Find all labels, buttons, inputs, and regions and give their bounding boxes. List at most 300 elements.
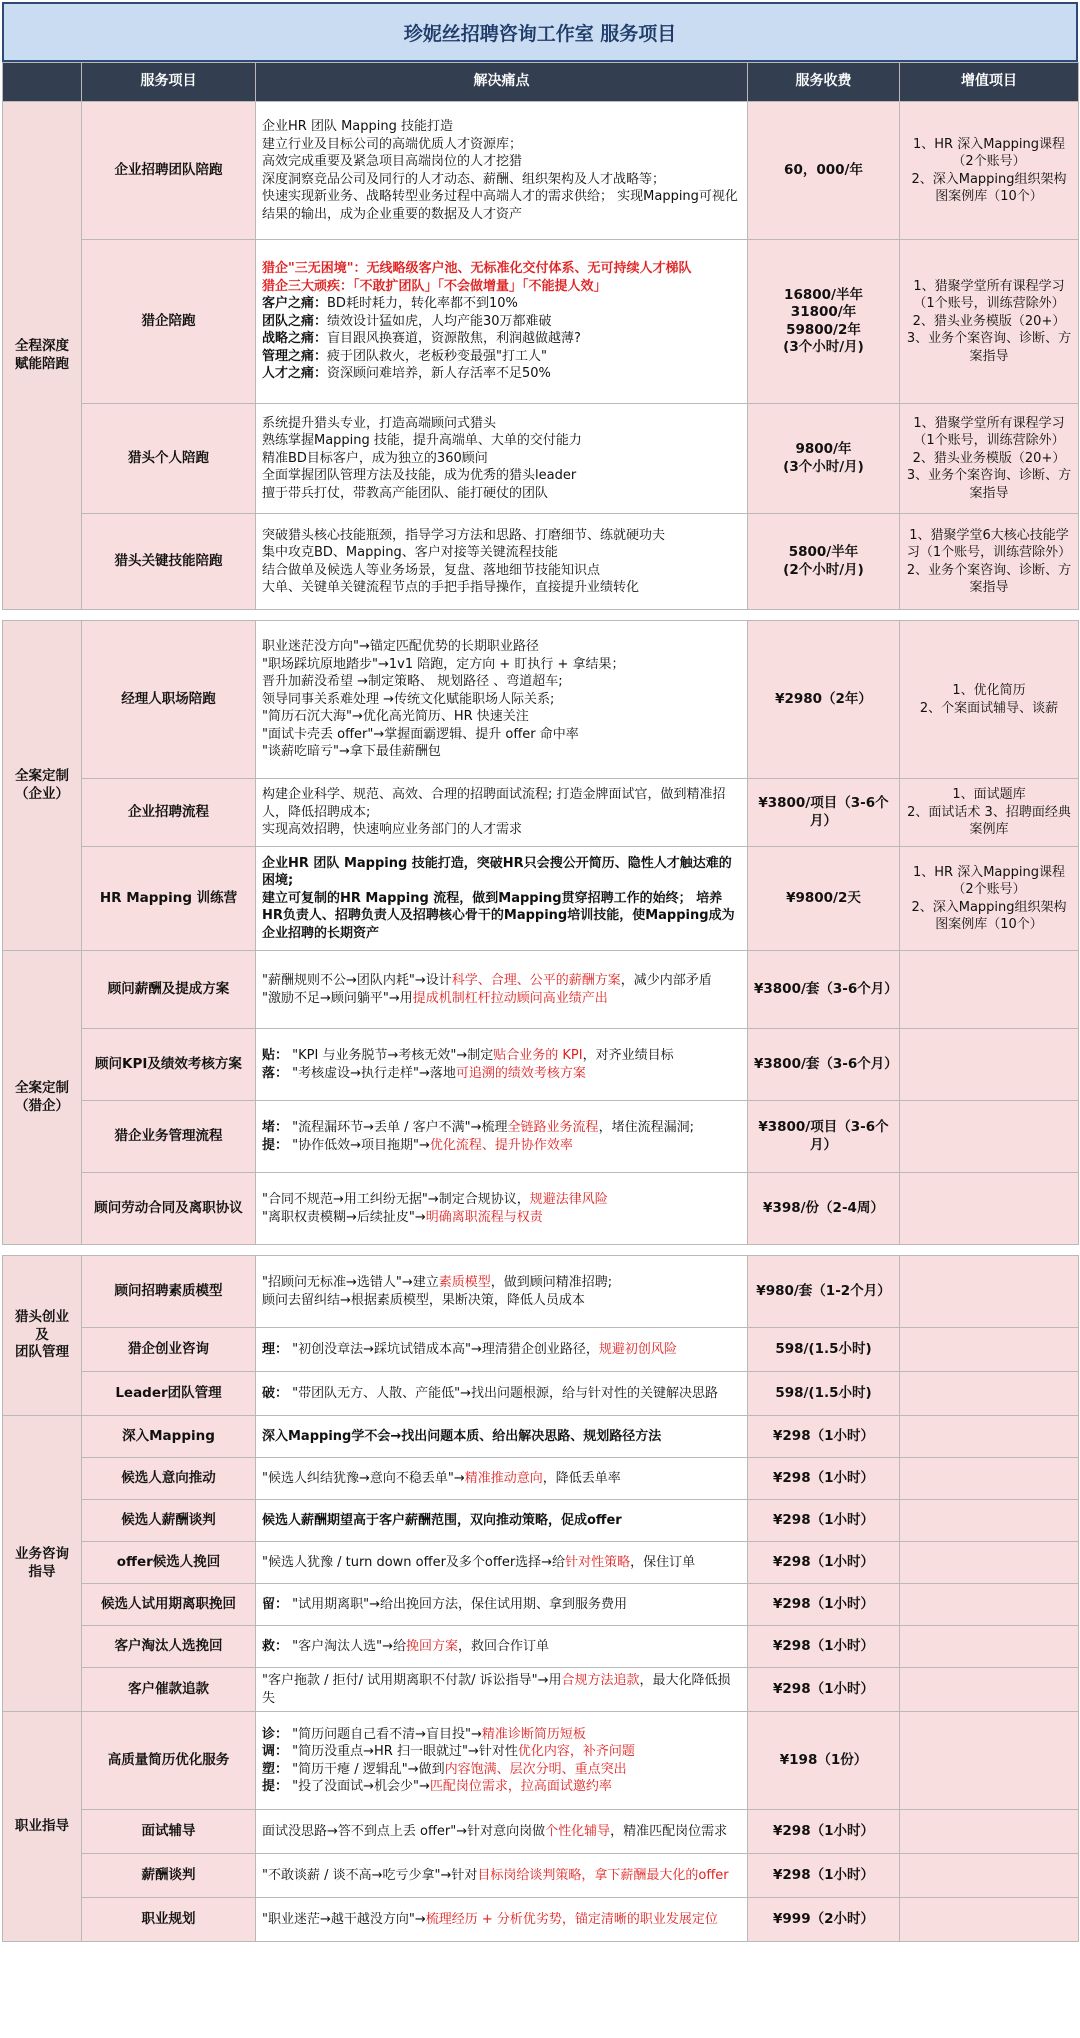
pain-text: "不敢谈薪 / 谈不高→吃亏少拿"→针对 [262, 1867, 478, 1883]
pain-points [256, 1416, 748, 1458]
service-name: 猎头个人陪跑 [82, 404, 256, 514]
pain-text: 候选人薪酬期望高于客户薪酬范围，双向推动策略，促成offer [262, 1512, 622, 1528]
pain-line [262, 485, 741, 503]
pain-points [256, 1542, 748, 1584]
pain-points [256, 1029, 748, 1101]
value-added: 1、猎聚学堂6大核心技能学习（1个账号，训练营除外） 2、业务个案咨询、诊断、方案指导 [900, 514, 1079, 610]
value-added: 1、HR 深入Mapping课程（2个账号） 2、深入Mapping组织架构图案例库（10个） [900, 102, 1079, 240]
pain-text: "候选人犹豫 / turn down offer及多个offer选择→给 [262, 1554, 566, 1570]
table-row [3, 1898, 1079, 1942]
table-row [3, 621, 1079, 779]
pain-text: 优化内容，补齐问题 [517, 1744, 635, 1759]
pain-text: "客户淘汰人选"→给 [288, 1638, 406, 1654]
pain-line [262, 726, 741, 744]
pain-points [256, 1584, 748, 1626]
pain-text: 匹配岗位需求，拉高面试邀约率 [429, 1779, 612, 1794]
pain-line [262, 260, 741, 278]
pain-text: 提成机制杠杆拉动顾问高业绩产出 [412, 990, 608, 1006]
service-name: 顾问招聘素质模型 [82, 1256, 256, 1328]
pain-text: 可追溯的绩效考核方案 [455, 1065, 586, 1081]
table-row [3, 1810, 1079, 1854]
category-cell: 全程深度赋能陪跑 [3, 102, 82, 610]
pain-text: "带团队无方、人散、产能低"→找出问题根源，给与针对性的关键解决思路 [288, 1385, 718, 1401]
table-row [3, 1101, 1079, 1173]
pain-text: 深度洞察竞品公司及同行的人才动态、薪酬、组织架构及人才战略等； [262, 171, 666, 187]
header-service: 服务项目 [82, 63, 256, 102]
pain-text: 留： [262, 1596, 289, 1612]
pain-line [262, 562, 741, 580]
pain-text: ，堵住流程漏洞; [598, 1120, 694, 1135]
pain-text: 科学、合理、公平的薪酬方案 [451, 973, 621, 988]
pain-text: 理： [262, 1341, 289, 1357]
pain-line [262, 1191, 741, 1209]
table-row [3, 1328, 1079, 1372]
table-row [3, 1372, 1079, 1416]
pain-text: ，降低丢单率 [542, 1470, 621, 1486]
pain-text: 构建企业科学、规范、高效、合理的招聘面试流程; 打造金牌面试官，做到精准招人，降低招聘成本; [262, 787, 726, 820]
pain-text: 管理之痛： [262, 348, 328, 364]
pain-text: 全链路业务流程 [507, 1120, 599, 1135]
fee: ¥3800/套（3-6个月） [748, 951, 900, 1029]
pain-text: "激励不足→顾问躺平"→用 [262, 990, 413, 1006]
section-gap [3, 1245, 1079, 1256]
pain-text: BD耗时耗力，转化率都不到10% [327, 296, 518, 312]
pain-text: 个性化辅导 [545, 1823, 611, 1839]
pain-text: "客户拖款 / 拒付/ 试用期离职不付款/ 诉讼指导"→用 [262, 1673, 562, 1688]
pain-line [262, 1119, 741, 1137]
table-row [3, 240, 1079, 404]
pain-line [262, 1761, 741, 1779]
pain-text: "试用期离职"→给出挽回方法，保住试用期、拿到服务费用 [288, 1596, 627, 1612]
pain-line [262, 638, 741, 656]
section-gap [3, 610, 1079, 621]
pain-line [262, 330, 741, 348]
fee: 598/(1.5小时) [748, 1328, 900, 1372]
fee: ¥298（1小时） [748, 1854, 900, 1898]
service-name: 客户淘汰人选挽回 [82, 1626, 256, 1668]
pain-text: 提： [262, 1779, 289, 1794]
pain-line [262, 1274, 741, 1292]
pain-text: 塑： [262, 1761, 289, 1777]
pain-text: 面试没思路→答不到点上丢 offer"→针对意向岗做 [262, 1823, 546, 1839]
pain-points [256, 102, 748, 240]
pain-text: 结合做单及候选人等业务场景，复盘、落地细节技能知识点 [262, 562, 601, 578]
fee: ¥298（1小时） [748, 1626, 900, 1668]
pain-line [262, 1385, 741, 1403]
category-cell: 猎头创业及 团队管理 [3, 1256, 82, 1416]
table-body [3, 102, 1079, 1942]
fee: 9800/年 (3个小时/月) [748, 404, 900, 514]
table-header-row [3, 63, 1079, 102]
value-added: 1、优化简历 2、个案面试辅导、谈薪 [900, 621, 1079, 779]
value-added [900, 1029, 1079, 1101]
pain-text: "职业迷茫→越干越没方向"→ [262, 1911, 426, 1927]
value-added [900, 1416, 1079, 1458]
pain-text: 目标岗给谈判策略，拿下薪酬最大化的offer [477, 1867, 729, 1883]
table-row [3, 102, 1079, 240]
pain-points [256, 1712, 748, 1810]
pain-text: 职业迷茫没方向"→锚定匹配优势的长期职业路径 [262, 639, 539, 655]
value-added [900, 1810, 1079, 1854]
table-row [3, 514, 1079, 610]
pain-text: 内容饱满、层次分明、重点突出 [444, 1761, 627, 1777]
pain-line [262, 821, 741, 839]
pain-text: 落： [262, 1065, 289, 1081]
pain-text: 建立行业及目标公司的高端优质人才资源库； [262, 136, 523, 152]
service-page [2, 2, 1078, 1942]
pain-text: ，减少内部矛盾 [620, 973, 712, 988]
pain-line [262, 1512, 741, 1530]
pain-text: "投了没面试→机会少"→ [288, 1779, 430, 1794]
fee: ¥298（1小时） [748, 1584, 900, 1626]
fee: ¥3800/项目（3-6个月） [748, 779, 900, 847]
pain-text: 猎企三大顽疾：「不敢扩团队」「不会做增量」「不能提人效」 [262, 278, 607, 294]
pain-text: 资深顾问难培养，新人存活率不足50% [327, 366, 551, 382]
header-value-added: 增值项目 [900, 63, 1079, 102]
pain-text: 突破猎头核心技能瓶颈，指导学习方法和思路、打磨细节、练就硬功夫 [262, 527, 666, 543]
pain-text: "职场踩坑原地踏步"→1v1 陪跑，定方向 + 盯执行 + 拿结果； [262, 656, 625, 672]
pain-text: "谈薪吃暗亏"→拿下最佳薪酬包 [262, 744, 441, 760]
value-added [900, 1712, 1079, 1810]
pain-text: 提： [262, 1137, 289, 1153]
fee: ¥398/份（2-4周） [748, 1173, 900, 1245]
pain-line [262, 1672, 741, 1707]
pain-text: 战略之痛： [262, 331, 328, 347]
pain-text: 集中攻克BD、Mapping、客户对接等关键流程技能 [262, 545, 558, 560]
service-name: 猎企业务管理流程 [82, 1101, 256, 1173]
pain-text: 建立可复制的HR Mapping 流程，做到Mapping贯穿招聘工作的始终； 培养HR负责人、招聘负责人及招聘核心骨干的Mapping培训技能，使Mapping成为企业招聘的长期资产 [262, 890, 735, 941]
pain-text: 盲目跟风换赛道，资源散焦，利润越做越薄? [327, 331, 581, 347]
value-added: 1、猎聚学堂所有课程学习（1个账号，训练营除外） 2、猎头业务模版（20+） 3、业务个案咨询、诊断、方案指导 [900, 240, 1079, 404]
pain-text: 破： [262, 1385, 289, 1401]
pain-line [262, 1554, 741, 1572]
pain-text: 精准诊断简历短板 [481, 1726, 586, 1742]
value-added [900, 1328, 1079, 1372]
pain-text: 人才之痛： [262, 366, 328, 382]
pain-text: 大单、关键单关键流程节点的手把手指导操作，直接提升业绩转化 [262, 580, 640, 595]
pain-text: "简历石沉大海"→优化高光简历、HR 快速关注 [262, 709, 529, 725]
pain-points [256, 779, 748, 847]
service-name: HR Mapping 训练营 [82, 847, 256, 951]
value-added [900, 1101, 1079, 1173]
fee: ¥999（2小时） [748, 1898, 900, 1942]
pain-line [262, 708, 741, 726]
pain-line [262, 1209, 741, 1227]
pain-points [256, 1256, 748, 1328]
pain-text: 实现高效招聘，快速响应业务部门的人才需求 [262, 822, 523, 838]
pain-points [256, 1500, 748, 1542]
pain-line [262, 1911, 741, 1929]
pain-points [256, 404, 748, 514]
category-cell: 全案定制 （猎企） [3, 951, 82, 1245]
header-blank [3, 63, 82, 102]
pain-line [262, 467, 741, 485]
pain-points [256, 847, 748, 951]
service-name: 深入Mapping [82, 1416, 256, 1458]
value-added [900, 1626, 1079, 1668]
pain-line [262, 1596, 741, 1614]
pain-line [262, 1292, 741, 1310]
pain-line [262, 743, 741, 761]
pain-text: 领导同事关系难处理 →传统文化赋能职场人际关系; [262, 691, 555, 707]
pain-points [256, 951, 748, 1029]
pain-line [262, 450, 741, 468]
service-name: 企业招聘流程 [82, 779, 256, 847]
fee: ¥298（1小时） [748, 1500, 900, 1542]
pain-text: 擅于带兵打仗，带教高产能团队、能打硬仗的团队 [262, 485, 549, 501]
pain-text: 企业HR 团队 Mapping 技能打造，突破HR只会搜公开简历、隐性人才触达难的困境; [262, 855, 732, 889]
pain-text: ，救回合作订单 [458, 1638, 550, 1654]
pain-text: 猎企"三无困境"：无线略级客户池、无标准化交付体系、无可持续人才梯队 [262, 261, 692, 277]
value-added [900, 1500, 1079, 1542]
pain-line [262, 579, 741, 597]
pain-text: 客户之痛： [262, 296, 328, 312]
service-name: 顾问薪酬及提成方案 [82, 951, 256, 1029]
pain-text: 团队之痛： [262, 313, 328, 329]
value-added [900, 1542, 1079, 1584]
pain-text: ，对齐业绩目标 [582, 1048, 674, 1063]
fee: 60，000/年 [748, 102, 900, 240]
value-added [900, 1458, 1079, 1500]
pain-line [262, 153, 741, 171]
pain-line [262, 786, 741, 821]
pain-points [256, 1101, 748, 1173]
value-added: 1、面试题库 2、面试话术 3、招聘面经典案例库 [900, 779, 1079, 847]
pain-text: 熟练掌握Mapping 技能，提升高端单、大单的交付能力 [262, 433, 582, 449]
pain-text: "协作低效→项目拖期"→ [288, 1137, 430, 1153]
pain-text: 全面掌握团队管理方法及技能，成为优秀的猎头leader [262, 468, 577, 484]
fee: 16800/半年 31800/年 59800/2年 (3个小时/月) [748, 240, 900, 404]
pain-points [256, 1854, 748, 1898]
fee: ¥9800/2天 [748, 847, 900, 951]
pain-line [262, 118, 741, 136]
pain-text: "KPI 与业务脱节→考核无效"→制定 [288, 1048, 494, 1063]
fee: ¥980/套（1-2个月） [748, 1256, 900, 1328]
pain-line [262, 1470, 741, 1488]
category-cell: 业务咨询指导 [3, 1416, 82, 1712]
pain-line [262, 656, 741, 674]
fee: ¥298（1小时） [748, 1810, 900, 1854]
service-name: 经理人职场陪跑 [82, 621, 256, 779]
fee: ¥298（1小时） [748, 1542, 900, 1584]
fee: ¥2980（2年） [748, 621, 900, 779]
service-name: 薪酬谈判 [82, 1854, 256, 1898]
table-row [3, 1712, 1079, 1810]
table-row [3, 1416, 1079, 1458]
value-added [900, 1854, 1079, 1898]
pain-text: 贴： [262, 1048, 289, 1063]
service-name: 高质量简历优化服务 [82, 1712, 256, 1810]
table-row [3, 404, 1079, 514]
fee: ¥298（1小时） [748, 1416, 900, 1458]
value-added: 1、HR 深入Mapping课程（2个账号） 2、深入Mapping组织架构图案例库（10个） [900, 847, 1079, 951]
pain-line [262, 348, 741, 366]
service-name: 候选人试用期离职挽回 [82, 1584, 256, 1626]
pain-text: "候选人纠结犹豫→意向不稳丢单"→ [262, 1470, 465, 1486]
pain-text: "简历没重点→HR 扫一眼就过"→针对性 [288, 1744, 518, 1759]
value-added [900, 1173, 1079, 1245]
pain-line [262, 1341, 741, 1359]
pain-points [256, 1898, 748, 1942]
service-name: 客户催款追款 [82, 1668, 256, 1712]
pain-text: 企业HR 团队 Mapping 技能打造 [262, 119, 453, 134]
pain-text: 针对性策略 [565, 1554, 631, 1570]
pain-text: 高效完成重要及紧急项目高端岗位的人才挖猎 [262, 154, 523, 169]
fee: ¥198（1份） [748, 1712, 900, 1810]
pain-text: 素质模型 [438, 1275, 491, 1290]
service-name: 候选人薪酬谈判 [82, 1500, 256, 1542]
service-name: 猎企创业咨询 [82, 1328, 256, 1372]
service-name: 候选人意向推动 [82, 1458, 256, 1500]
table-row [3, 1173, 1079, 1245]
pain-line [262, 673, 741, 691]
pain-line [262, 313, 741, 331]
pain-line [262, 171, 741, 189]
pain-line [262, 1638, 741, 1656]
table-row [3, 779, 1079, 847]
pain-text: 堵： [262, 1120, 289, 1135]
value-added [900, 1256, 1079, 1328]
value-added [900, 1584, 1079, 1626]
pain-line [262, 1743, 741, 1761]
pain-text: 深入Mapping学不会→找出问题本质、给出解决思路、规划路径方法 [262, 1428, 662, 1444]
pain-text: "简历问题自己看不清→盲目投"→ [288, 1726, 482, 1742]
pain-points [256, 1372, 748, 1416]
table-row [3, 1500, 1079, 1542]
pain-text: "薪酬规则不公→团队内耗"→设计 [262, 973, 452, 988]
pain-line [262, 1726, 741, 1744]
value-added [900, 1898, 1079, 1942]
pain-text: "流程漏环节→丢单 / 客户不满"→梳理 [288, 1120, 508, 1135]
pain-text: "初创没章法→踩坑试错成本高"→理清猎企创业路径， [288, 1341, 599, 1357]
pain-line [262, 1823, 741, 1841]
header-fee: 服务收费 [748, 63, 900, 102]
pain-text: 优化流程、提升协作效率 [429, 1137, 573, 1153]
table-row [3, 1256, 1079, 1328]
fee: ¥3800/套（3-6个月） [748, 1029, 900, 1101]
service-name: 猎企陪跑 [82, 240, 256, 404]
value-added [900, 951, 1079, 1029]
table-row [3, 1458, 1079, 1500]
table-row [3, 951, 1079, 1029]
fee: ¥298（1小时） [748, 1458, 900, 1500]
pain-line [262, 188, 741, 223]
pain-line [262, 691, 741, 709]
pain-text: 精准推动意向 [464, 1470, 543, 1486]
pain-line [262, 990, 741, 1008]
fee: 598/(1.5小时) [748, 1372, 900, 1416]
pain-line [262, 544, 741, 562]
fee: ¥3800/项目（3-6个月） [748, 1101, 900, 1173]
value-added: 1、猎聚学堂所有课程学习（1个账号，训练营除外） 2、猎头业务模版（20+） 3、业务个案咨询、诊断、方案指导 [900, 404, 1079, 514]
table-row [3, 1668, 1079, 1712]
pain-line [262, 1867, 741, 1885]
pain-text: 晋升加薪没希望 →制定策略、 规划路径 、弯道超车; [262, 674, 563, 690]
pain-line [262, 365, 741, 383]
pain-line [262, 432, 741, 450]
pain-text: 明确离职流程与权责 [425, 1209, 543, 1225]
pain-text: "考核虚设→执行走样"→落地 [288, 1065, 456, 1081]
pain-points [256, 621, 748, 779]
pain-text: "面试卡壳丢 offer"→掌握面霸逻辑、提升 offer 命中率 [262, 726, 579, 742]
service-name: 面试辅导 [82, 1810, 256, 1854]
service-name: 企业招聘团队陪跑 [82, 102, 256, 240]
pain-text: "简历干瘪 / 逻辑乱"→做到 [288, 1761, 445, 1777]
pain-points [256, 1458, 748, 1500]
value-added [900, 1372, 1079, 1416]
pain-text: "离职权责模糊→后续扯皮"→ [262, 1209, 426, 1225]
table-row [3, 1542, 1079, 1584]
pain-points [256, 1328, 748, 1372]
category-cell: 职业指导 [3, 1712, 82, 1942]
pain-text: ，最大化降低损失 [262, 1673, 731, 1706]
pain-line [262, 278, 741, 296]
service-table [2, 62, 1079, 1942]
fee: 5800/半年 (2个小时/月) [748, 514, 900, 610]
value-added [900, 1668, 1079, 1712]
table-row [3, 1029, 1079, 1101]
pain-line [262, 295, 741, 313]
header-pain: 解决痛点 [256, 63, 748, 102]
pain-text: 绩效设计猛如虎，人均产能30万都难破 [327, 313, 552, 329]
pain-line [262, 1778, 741, 1796]
pain-points [256, 240, 748, 404]
pain-line [262, 1065, 741, 1083]
pain-line [262, 136, 741, 154]
pain-line [262, 1047, 741, 1065]
table-row [3, 1854, 1079, 1898]
pain-points [256, 1810, 748, 1854]
pain-text: 系统提升猎头专业，打造高端顾问式猎头 [262, 415, 497, 431]
pain-text: 规避初创风险 [598, 1341, 677, 1357]
service-name: Leader团队管理 [82, 1372, 256, 1416]
pain-text: 贴合业务的 KPI [493, 1048, 583, 1063]
service-name: 顾问劳动合同及离职协议 [82, 1173, 256, 1245]
pain-line [262, 855, 741, 890]
pain-text: 诊： [262, 1726, 289, 1742]
pain-text: 疲于团队救火，老板秒变最强"打工人" [327, 348, 547, 364]
pain-points [256, 514, 748, 610]
pain-line [262, 1428, 741, 1446]
pain-text: ，做到顾问精准招聘; [490, 1275, 613, 1290]
pain-text: ，保住订单 [630, 1554, 696, 1570]
pain-text: "合同不规范→用工纠纷无据"→制定合规协议， [262, 1192, 530, 1207]
page-title: 珍妮丝招聘咨询工作室 服务项目 [2, 2, 1078, 62]
pain-text: 规避法律风险 [529, 1192, 608, 1207]
pain-line [262, 890, 741, 943]
section-gap-cell [3, 1245, 1079, 1256]
service-name: 职业规划 [82, 1898, 256, 1942]
fee: ¥298（1小时） [748, 1668, 900, 1712]
pain-text: 调： [262, 1744, 289, 1759]
service-name: 猎头关键技能陪跑 [82, 514, 256, 610]
pain-text: 顾问去留纠结→根据素质模型，果断决策，降低人员成本 [262, 1292, 585, 1308]
pain-line [262, 1137, 741, 1155]
pain-text: 救： [262, 1638, 289, 1654]
pain-points [256, 1626, 748, 1668]
pain-points [256, 1173, 748, 1245]
pain-text: 快速实现新业务、战略转型业务过程中高端人才的需求供给； 实现Mapping可视化结果的输出，成为企业重要的数据及人才资产 [262, 189, 738, 222]
pain-text: 梳理经历 + 分析优劣势，锚定清晰的职业发展定位 [425, 1911, 718, 1927]
pain-line [262, 972, 741, 990]
service-name: offer候选人挽回 [82, 1542, 256, 1584]
table-row [3, 1584, 1079, 1626]
pain-text: 挽回方案 [406, 1638, 459, 1654]
pain-line [262, 527, 741, 545]
pain-text: 合规方法追款 [561, 1673, 640, 1688]
table-row [3, 847, 1079, 951]
pain-line [262, 415, 741, 433]
